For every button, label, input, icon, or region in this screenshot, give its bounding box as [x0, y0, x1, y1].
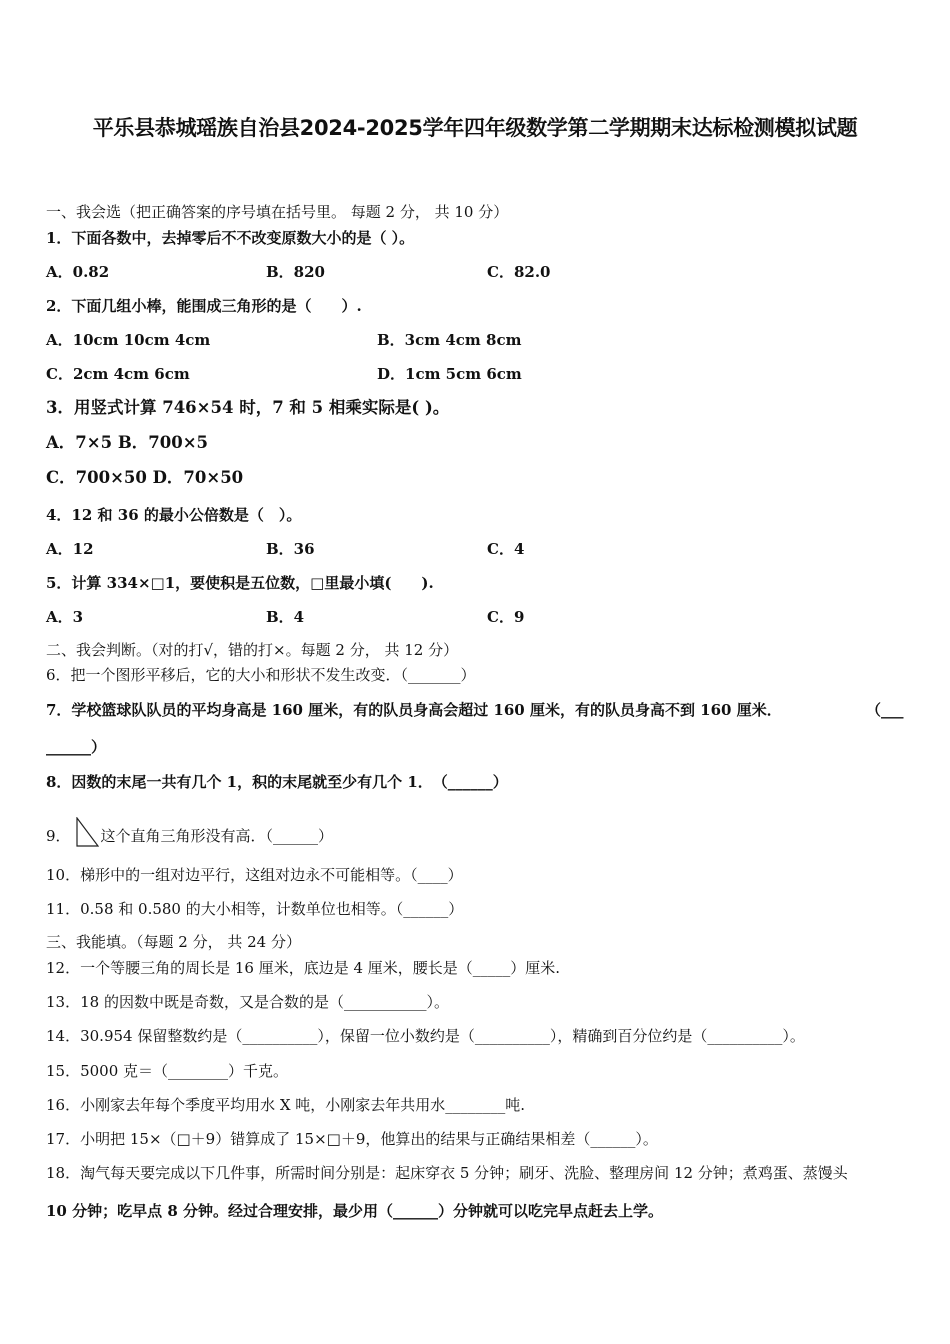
q3-options-cd: C．700×50 D．70×50 [46, 468, 244, 487]
section-3-heading: 三、我能填。（每题 2 分， 共 24 分） [46, 933, 301, 951]
q9-number: 9． [46, 827, 71, 845]
q4-stem: 4．12 和 36 的最小公倍数是（ ）。 [46, 506, 302, 524]
q4-option-c: C．4 [487, 540, 525, 558]
q7-blank-start: （___ [866, 701, 904, 719]
q3-stem: 3．用竖式计算 746×54 时，7 和 5 相乘实际是( )。 [46, 398, 450, 417]
q1-stem: 1．下面各数中，去掉零后不不改变原数大小的是（ ）。 [46, 229, 415, 247]
q2-option-b: B．3cm 4cm 8cm [377, 331, 522, 349]
q5-option-c: C．9 [487, 608, 525, 626]
q2-option-d: D．1cm 5cm 6cm [377, 365, 522, 383]
q6-text: 6．把一个图形平移后，它的大小和形状不发生改变．（_______） [46, 666, 476, 684]
section-1-heading: 一、我会选（把正确答案的序号填在括号里。 每题 2 分， 共 10 分） [46, 203, 509, 221]
q9-text: 这个直角三角形没有高．（______） [100, 827, 334, 845]
q18-text-line1: 18．淘气每天要完成以下几件事，所需时间分别是：起床穿衣 5 分钟；刷牙、洗脸、整理房间 12 分钟；煮鸡蛋、蒸馒头 [46, 1164, 848, 1182]
q10-text: 10．梯形中的一组对边平行，这组对边永不可能相等。（____） [46, 866, 463, 884]
q12-text: 12．一个等腰三角的周长是 16 厘米，底边是 4 厘米，腰长是（_____）厘米. [46, 959, 561, 977]
q4-option-a: A．12 [46, 540, 94, 558]
q15-text: 15．5000 克＝（________）千克。 [46, 1062, 289, 1080]
q11-text: 11．0.58 和 0.580 的大小相等，计数单位也相等。（______） [46, 900, 464, 918]
q1-option-c: C．82.0 [487, 263, 551, 281]
q2-stem: 2．下面几组小棒，能围成三角形的是（ ）. [46, 297, 362, 315]
q2-option-a: A．10cm 10cm 4cm [46, 331, 211, 349]
q18-text-line2: 10 分钟；吃早点 8 分钟。经过合理安排，最少用（______）分钟就可以吃完早点赶去上学。 [46, 1202, 663, 1220]
exam-title: 平乐县恭城瑶族自治县2024-2025学年四年级数学第二学期期末达标检测模拟试题 [92, 116, 858, 140]
q8-text: 8．因数的末尾一共有几个 1，积的末尾就至少有几个 1． （______） [46, 773, 508, 791]
right-triangle-figure [75, 817, 99, 852]
q3-options-ab: A．7×5 B．700×5 [46, 433, 209, 452]
q7-text: 7．学校篮球队队员的平均身高是 160 厘米，有的队员身高会超过 160 厘米，有的队员身高不到 160 厘米． [46, 701, 782, 719]
q7-blank-end: ______） [46, 738, 107, 756]
q5-option-b: B．4 [266, 608, 305, 626]
q5-option-a: A．3 [46, 608, 84, 626]
section-2-heading: 二、我会判断。（对的打√，错的打×。每题 2 分， 共 12 分） [46, 641, 459, 659]
q4-option-b: B．36 [266, 540, 315, 558]
q5-stem: 5．计算 334×□1，要使积是五位数，□里最小填( ). [46, 574, 434, 592]
q14-text: 14．30.954 保留整数约是（__________），保留一位小数约是（__________），精确到百分位约是（__________）。 [46, 1027, 805, 1045]
q13-text: 13．18 的因数中既是奇数，又是合数的是（___________）。 [46, 993, 449, 1011]
q1-option-b: B．820 [266, 263, 325, 281]
q16-text: 16．小刚家去年每个季度平均用水 X 吨，小刚家去年共用水________吨. [46, 1096, 526, 1114]
q1-option-a: A．0.82 [46, 263, 110, 281]
q17-text: 17．小明把 15×（□＋9）错算成了 15×□＋9，他算出的结果与正确结果相差（______）。 [46, 1130, 658, 1148]
q2-option-c: C．2cm 4cm 6cm [46, 365, 190, 383]
q9-row [46, 817, 333, 852]
